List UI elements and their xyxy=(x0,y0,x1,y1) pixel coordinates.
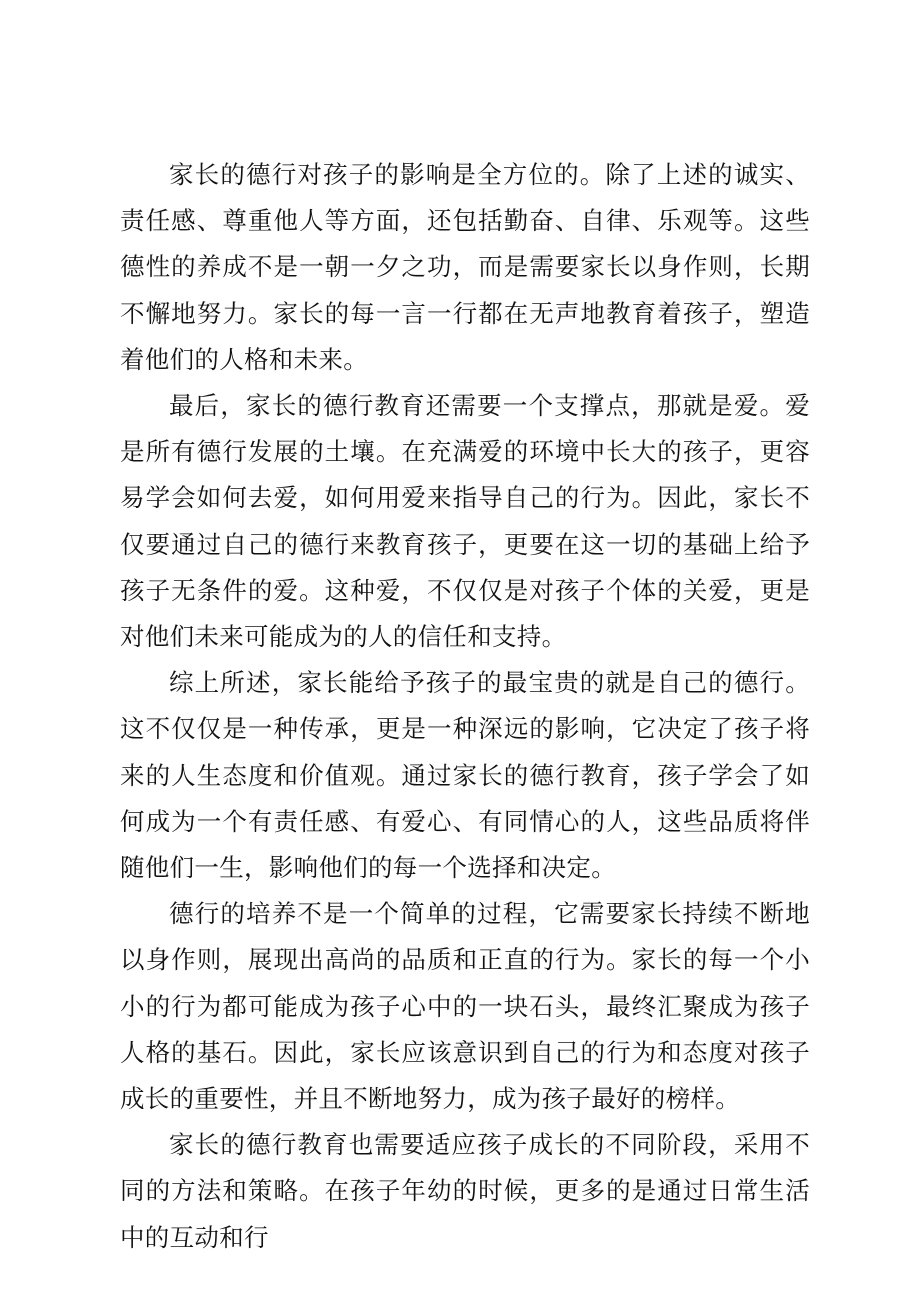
paragraph-2: 最后，家长的德行教育还需要一个支撑点，那就是爱。爱是所有德行发展的土壤。在充满爱的环境中长大的孩子，更容易学会如何去爱，如何用爱来指导自己的行为。因此，家长不仅要通过自己的德行来教育孩子，更要在这一切的基础上给予孩子无条件的爱。这种爱，不仅仅是对孩子个体的关爱，更是对他们未来可能成为的人的信任和支持。 xyxy=(120,391,810,652)
document-body xyxy=(120,152,810,1261)
paragraph-1: 家长的德行对孩子的影响是全方位的。除了上述的诚实、责任感、尊重他人等方面，还包括勤奋、自律、乐观等。这些德性的养成不是一朝一夕之功，而是需要家长以身作则，长期不懈地努力。家长的每一言一行都在无声地教育着孩子，塑造着他们的人格和未来。 xyxy=(120,160,810,374)
paragraph-5: 家长的德行教育也需要适应孩子成长的不同阶段，采用不同的方法和策略。在孩子年幼的时候，更多的是通过日常生活中的互动和行 xyxy=(120,1130,810,1252)
paragraph-4: 德行的培养不是一个简单的过程，它需要家长持续不断地以身作则，展现出高尚的品质和正直的行为。家长的每一个小小的行为都可能成为孩子心中的一块石头，最终汇聚成为孩子人格的基石。因此，家长应该意识到自己的行为和态度对孩子成长的重要性，并且不断地努力，成为孩子最好的榜样。 xyxy=(120,899,810,1114)
paragraph-3: 综上所述，家长能给予孩子的最宝贵的就是自己的德行。这不仅仅是一种传承，更是一种深远的影响，它决定了孩子将来的人生态度和价值观。通过家长的德行教育，孩子学会了如何成为一个有责任感、有爱心、有同情心的人，这些品质将伴随他们一生，影响他们的每一个选择和决定。 xyxy=(120,668,810,883)
